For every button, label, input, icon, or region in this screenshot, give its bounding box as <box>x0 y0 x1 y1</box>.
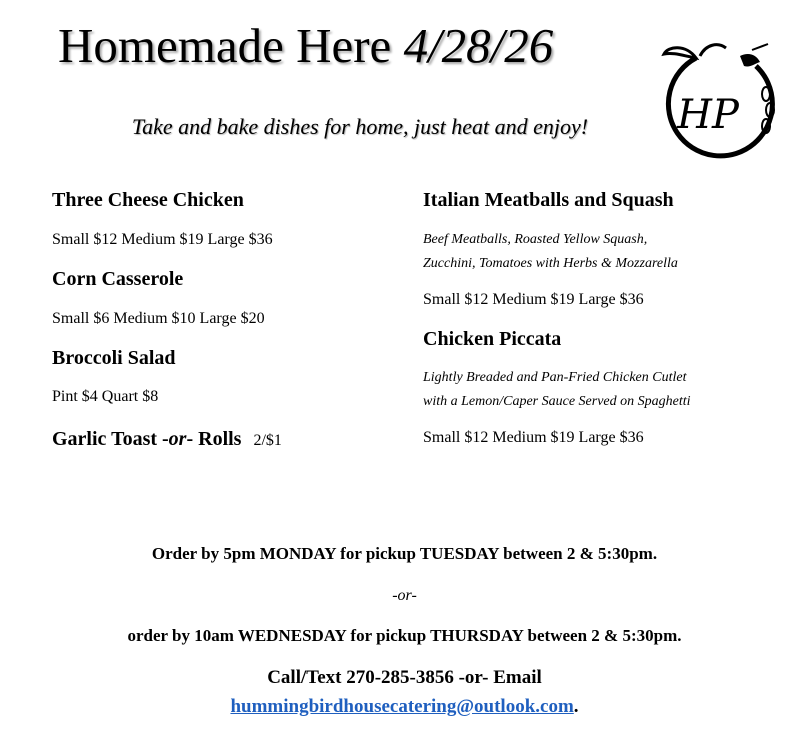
item-price-inline: 2/$1 <box>253 432 282 449</box>
item-name-part: Garlic Toast - <box>52 428 169 450</box>
item-name: Chicken Piccata <box>423 328 562 350</box>
item-prices: Small $12 Medium $19 Large $36 <box>423 291 644 308</box>
item-name: Three Cheese Chicken <box>52 189 244 211</box>
item-name: Corn Casserole <box>52 268 184 290</box>
contact-line: Call/Text 270-285-3856 -or- Email <box>267 667 542 688</box>
title-date: 4/28/26 <box>403 18 554 73</box>
item-description: Lightly Breaded and Pan-Fried Chicken Cutlet <box>423 370 687 385</box>
item-description: Beef Meatballs, Roasted Yellow Squash, <box>423 232 648 247</box>
page-title <box>58 16 553 76</box>
logo-monogram: HP <box>677 92 739 138</box>
item-name-or: or <box>168 428 187 450</box>
item-prices: Small $12 Medium $19 Large $36 <box>52 231 273 248</box>
item-description: with a Lemon/Caper Sauce Served on Spaghetti <box>423 394 691 409</box>
email-link[interactable]: hummingbirdhousecatering@outlook.com <box>230 696 574 717</box>
tagline: Take and bake dishes for home, just heat and enjoy! <box>131 114 589 139</box>
contact-email-line <box>0 696 809 718</box>
order-deadline-monday: Order by 5pm MONDAY for pickup TUESDAY between 2 & 5:30pm. <box>151 544 658 563</box>
order-deadline-wednesday: order by 10am WEDNESDAY for pickup THURSDAY between 2 & 5:30pm. <box>127 626 682 645</box>
title-text: Homemade Here <box>58 18 392 73</box>
item-name: Broccoli Salad <box>52 347 176 369</box>
item-name-garlic-toast <box>52 425 282 455</box>
item-name: Italian Meatballs and Squash <box>423 189 674 211</box>
item-prices: Small $12 Medium $19 Large $36 <box>423 429 644 446</box>
order-or-separator: -or- <box>392 587 417 604</box>
email-trailing: . <box>573 696 579 717</box>
item-prices: Pint $4 Quart $8 <box>52 388 159 405</box>
item-prices: Small $6 Medium $10 Large $20 <box>52 310 265 327</box>
item-description: Zucchini, Tomatoes with Herbs & Mozzarella <box>423 256 678 271</box>
hummingbird-house-logo <box>656 38 778 164</box>
item-name-part: - Rolls <box>186 428 242 450</box>
